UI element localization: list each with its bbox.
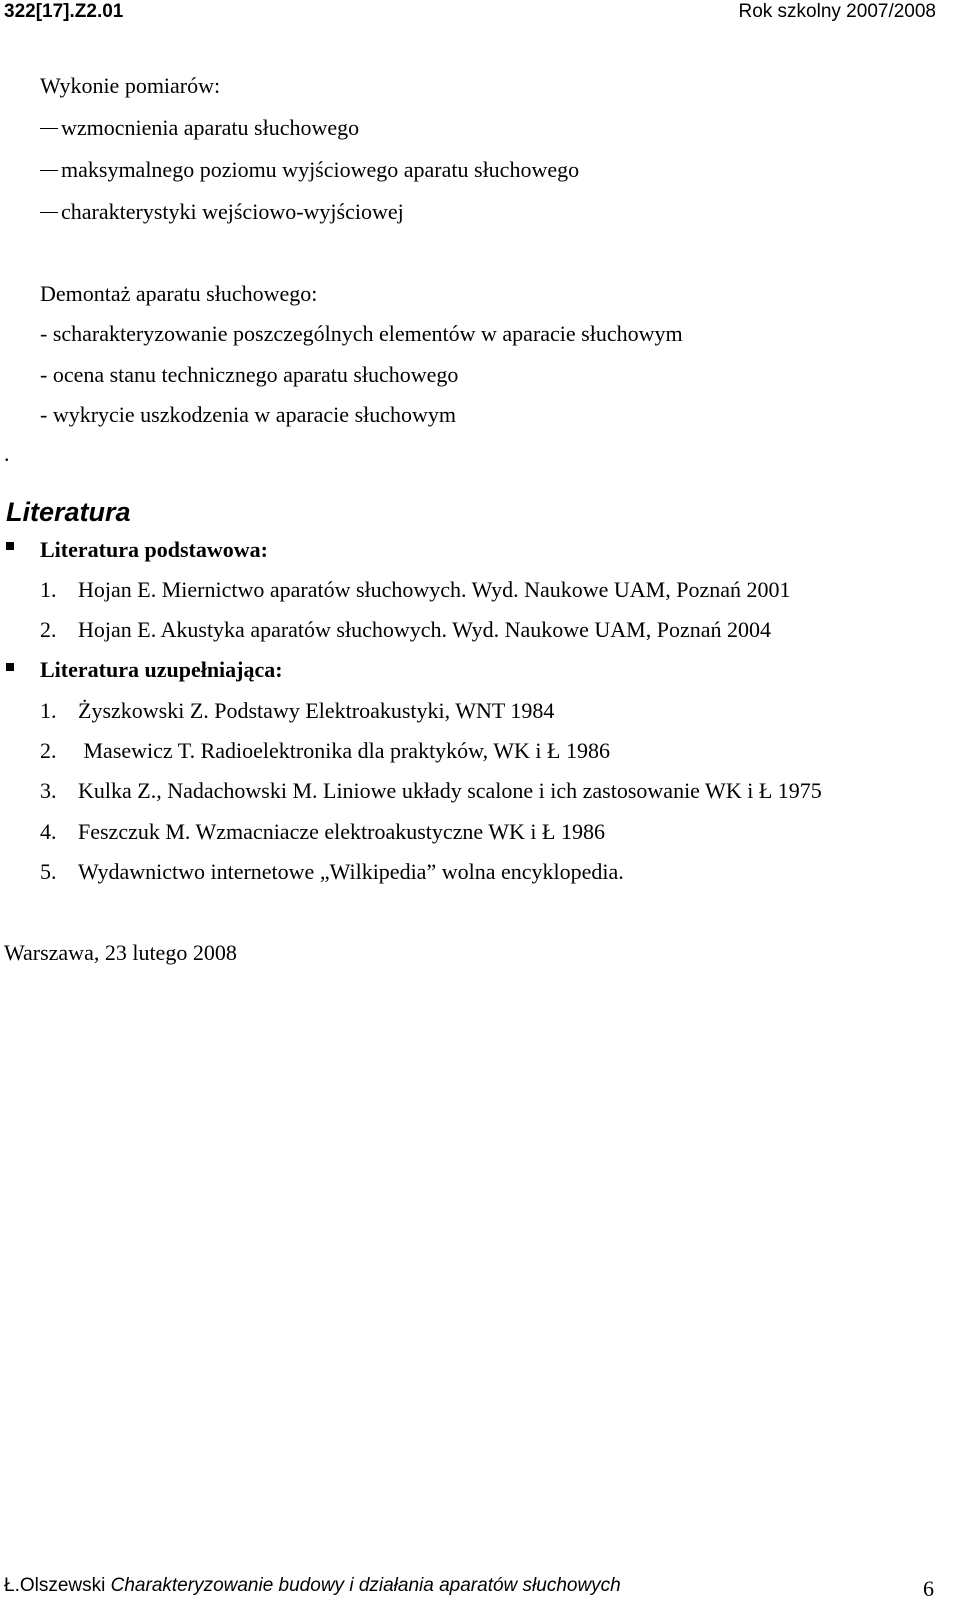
dash-icon (40, 128, 58, 129)
disassembly-item: - ocena stanu technicznego aparatu słuchowego (40, 362, 459, 387)
square-bullet-icon (6, 663, 14, 671)
school-year: Rok szkolny 2007/2008 (738, 1, 936, 22)
measurements-title: Wykonie pomiarów: (40, 73, 221, 98)
dash-icon (40, 170, 58, 171)
page-footer (4, 1574, 621, 1598)
document-code: 322[17].Z2.01 (4, 1, 124, 22)
reference-item: 1. Hojan E. Miernictwo aparatów słuchowych. Wyd. Naukowe UAM, Poznań 2001 (40, 577, 791, 602)
supplementary-literature-title: Literatura uzupełniająca: (40, 657, 283, 682)
reference-item: 3. Kulka Z., Nadachowski M. Liniowe układy scalone i ich zastosowanie WK i Ł 1975 (40, 778, 822, 803)
place-date: Warszawa, 23 lutego 2008 (4, 940, 237, 965)
footer-title: Charakteryzowanie budowy i działania aparatów słuchowych (110, 1575, 621, 1596)
disassembly-item: - wykrycie uszkodzenia w aparacie słuchowym (40, 402, 457, 427)
reference-item: 2. Masewicz T. Radioelektronika dla praktyków, WK i Ł 1986 (40, 738, 610, 763)
measurement-item: wzmocnienia aparatu słuchowego (40, 114, 359, 142)
disassembly-item: - scharakteryzowanie poszczególnych elementów w aparacie słuchowym (40, 321, 683, 346)
footer-author: Ł.Olszewski (4, 1575, 106, 1596)
basic-literature-title: Literatura podstawowa: (40, 537, 268, 562)
page-number: 6 (923, 1576, 934, 1601)
disassembly-title: Demontaż aparatu słuchowego: (40, 281, 318, 306)
measurement-item: charakterystyki wejściowo-wyjściowej (40, 198, 404, 226)
dash-icon (40, 212, 58, 213)
measurement-item: maksymalnego poziomu wyjściowego aparatu słuchowego (40, 156, 579, 184)
square-bullet-icon (6, 542, 14, 550)
reference-item: 4. Feszczuk M. Wzmacniacze elektroakustyczne WK i Ł 1986 (40, 819, 605, 844)
stray-dot: . (4, 441, 10, 466)
reference-item: 5. Wydawnictwo internetowe „Wilkipedia” wolna encyklopedia. (40, 859, 624, 884)
reference-item: 1. Żyszkowski Z. Podstawy Elektroakustyki, WNT 1984 (40, 698, 555, 723)
literature-heading: Literatura (6, 497, 131, 527)
reference-item: 2. Hojan E. Akustyka aparatów słuchowych. Wyd. Naukowe UAM, Poznań 2004 (40, 617, 771, 642)
